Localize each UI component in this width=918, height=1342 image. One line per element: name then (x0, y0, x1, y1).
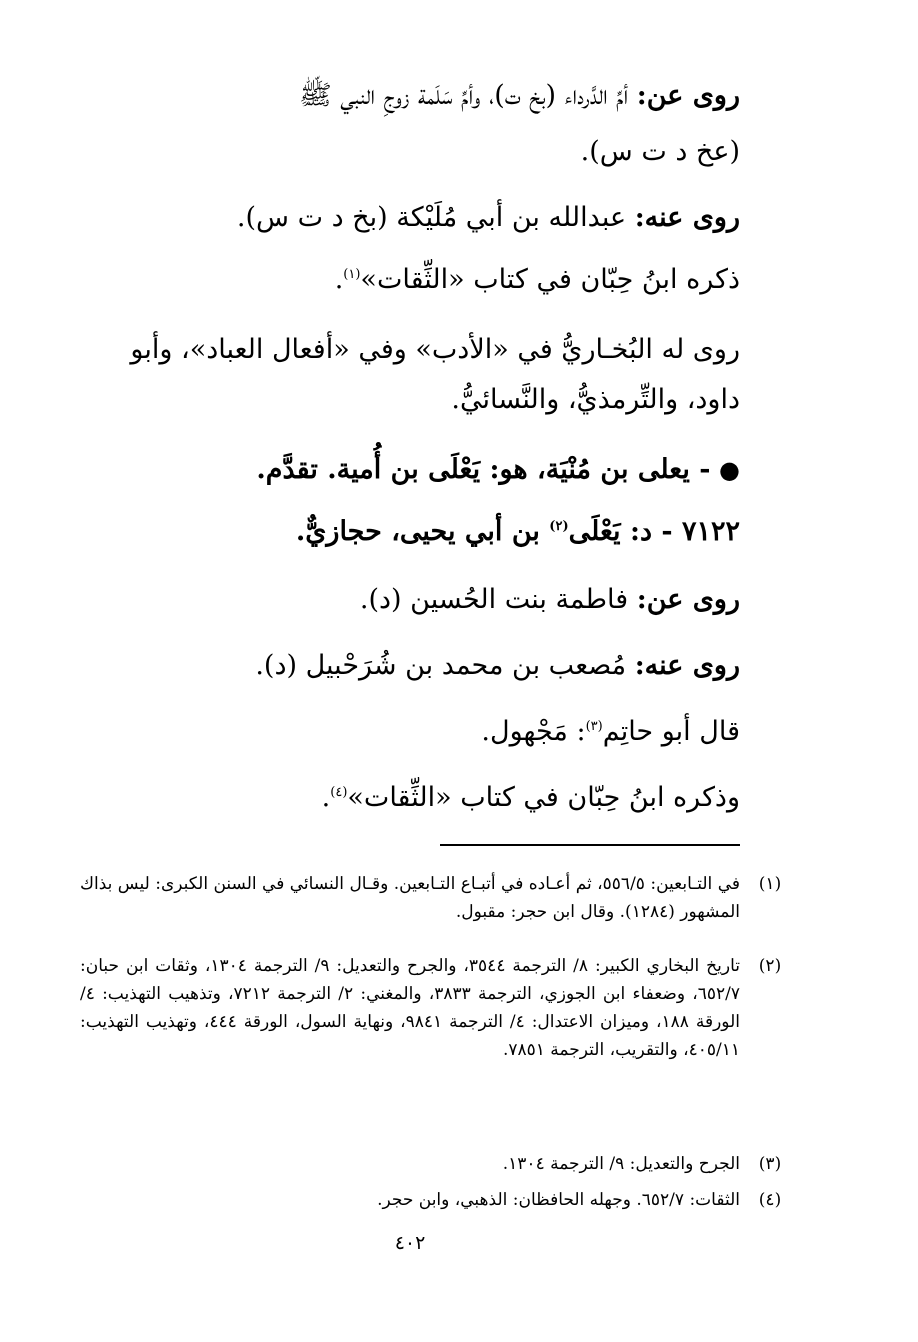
footnote-ref: (١) (343, 267, 361, 282)
footnote-number: (٣) (758, 1154, 782, 1174)
footnote-number: (٤) (758, 1190, 782, 1210)
entry-line-2 (581, 132, 740, 172)
bullet-icon: ● (719, 456, 740, 484)
footnote-ref: (٣) (585, 719, 603, 734)
entry-line-12 (322, 778, 740, 818)
entry-name: بن أبي يحيى، حجازيٌّ. (295, 516, 540, 547)
entry-line-7 (256, 450, 740, 490)
entry-number: ٧١٢٢ (681, 516, 740, 547)
footnote-number: (٢) (758, 956, 782, 976)
entry-text: داود، والتِّرمذيُّ، والنَّسائيُّ. (451, 384, 740, 415)
entry-text: وذكره ابنُ حِبّان في كتاب «الثِّقات» (347, 782, 740, 813)
rawa-anhu-label: روى عنه: (634, 650, 740, 681)
entry-line-4 (335, 260, 740, 300)
entry-line-10 (255, 646, 740, 686)
entry-line-5 (130, 330, 740, 370)
entry-text: قال أبو حاتِم (602, 716, 740, 747)
footnote-text: الثقات: ٦٥٢/٧. وجهله الحافظان: الذهبي، وابن حجر. (377, 1190, 740, 1210)
footnote-ref: (٢) (549, 519, 569, 534)
entry-heading-7122 (296, 512, 740, 552)
entry-text: (عخ د ت س). (580, 136, 740, 167)
footnote-divider (440, 844, 740, 846)
footnote-text: في التـابعين: ٥٥٦/٥، ثم أعـاده في أتبـاع التـابعين. وقـال النسائي في السنن الكبرى: ليس بذاك المشهور (١٢٨٤). وقال ابن حجر: مقبول. (80, 874, 741, 922)
entry-text: : مَجْهول. (481, 716, 586, 747)
cross-reference-text: - يعلى بن مُنْيَة، هو: يَعْلَى بن أُمية. تقدَّم. (256, 454, 711, 485)
entry-line-3 (237, 198, 740, 238)
entry-text: روى له البُخـاريُّ في «الأدب» وفي «أفعال العباد»، وأبو (130, 334, 740, 365)
footnote-1 (80, 870, 782, 926)
footnote-3 (80, 1150, 782, 1178)
entry-text: عبدالله بن أبي مُلَيْكة (بخ د ت س). (236, 202, 627, 233)
footnote-4 (80, 1186, 782, 1214)
footnote-text: الجرح والتعديل: ٩/ الترجمة ١٣٠٤. (502, 1154, 740, 1174)
rawa-an-label: روى عن: (636, 80, 740, 111)
entry-line-11 (481, 712, 740, 752)
book-page (80, 62, 782, 1292)
entry-name: - د: يَعْلَى (568, 516, 673, 547)
entry-text: ذكره ابنُ حِبّان في كتاب «الثِّقات» (360, 264, 740, 295)
footnote-text: تاريخ البخاري الكبير: ٨/ الترجمة ٣٥٤٤، والجرح والتعديل: ٩/ الترجمة ١٣٠٤، وثقات ابن حبان: ٦٥٢/٧، وضعفاء ابن الجوزي، الترجمة ٣٨٣٣، والمغني: ٢/ الترجمة ٧٢١٢، وتذهيب التهذيب: ٤/ الورقة ١٨٨، وميزان الاعتدال: ٤/ الترجمة ٩٨٤١، ونهاية السول، الورقة ٤٤٤، وتهذيب التهذيب: ٤٠٥/١١، والتقريب، الترجمة ٧٨٥١. (80, 956, 741, 1060)
rawa-anhu-label: روى عنه: (634, 202, 740, 233)
page-number: ٤٠٢ (394, 1232, 426, 1254)
footnote-ref: (٤) (330, 785, 348, 800)
entry-text: . (334, 264, 344, 295)
rawa-an-label: روى عن: (636, 584, 740, 615)
entry-line-6 (451, 380, 740, 420)
entry-line-1 (299, 76, 740, 116)
entry-text: مُصعب بن محمد بن شُرَحْبيل (د). (255, 650, 627, 681)
entry-text: فاطمة بنت الحُسين (د). (359, 584, 629, 615)
entry-line-9 (360, 580, 740, 620)
entry-text: أمِّ الدَّرداء (بخ ت)، وأمِّ سَلَمة زوجِ النبي ﷺ (299, 80, 629, 111)
entry-text: . (321, 782, 331, 813)
footnote-2 (80, 952, 782, 1064)
footnote-number: (١) (758, 874, 782, 894)
